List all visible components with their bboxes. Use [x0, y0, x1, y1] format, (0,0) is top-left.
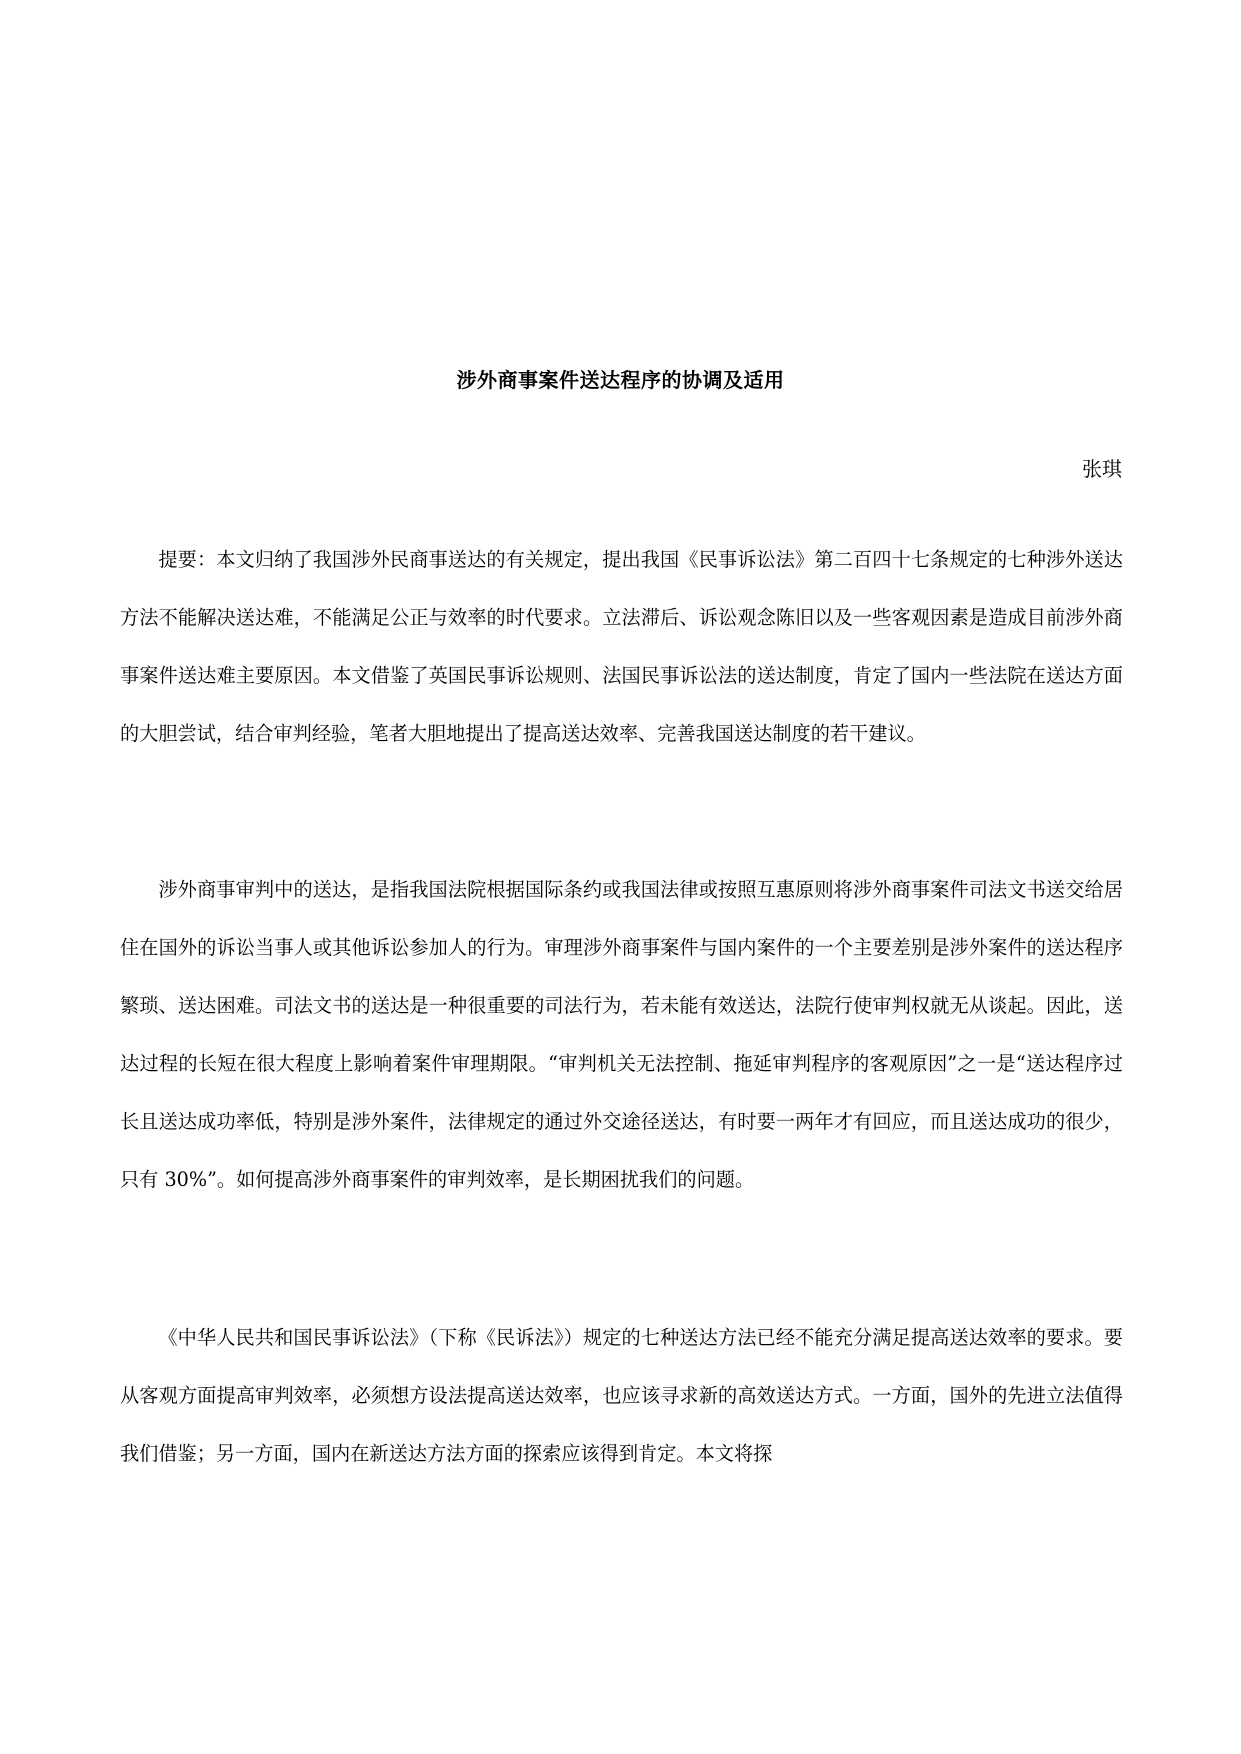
- body-paragraph-1: 涉外商事审判中的送达，是指我国法院根据国际条约或我国法律或按照互惠原则将涉外商事案件司法文书送交给居住在国外的诉讼当事人或其他诉讼参加人的行为。审理涉外商事案件与国内案件的一个主要差别是涉外案件的送达程序繁琐、送达困难。司法文书的送达是一种很重要的司法行为，若未能有效送达，法院行使审判权就无从谈起。因此，送达过程的长短在很大程度上影响着案件审理期限。“审判机关无法控制、拖延审判程序的客观原因”之一是“送达程序过长且送达成功率低，特别是涉外案件，法律规定的通过外交途径送达，有时要一两年才有回应，而且送达成功的很少，只有 30%”。如何提高涉外商事案件的审判效率，是长期困扰我们的问题。: [120, 878, 1123, 1191]
- document-title: 涉外商事案件送达程序的协调及适用: [456, 368, 785, 392]
- document-author: 张琪: [1082, 457, 1122, 481]
- abstract-paragraph: 提要：本文归纳了我国涉外民商事送达的有关规定，提出我国《民事诉讼法》第二百四十七条规定的七种涉外送达方法不能解决送达难，不能满足公正与效率的时代要求。立法滞后、诉讼观念陈旧以及一些客观因素是造成目前涉外商事案件送达难主要原因。本文借鉴了英国民事诉讼规则、法国民事诉讼法的送达制度，肯定了国内一些法院在送达方面的大胆尝试，结合审判经验，笔者大胆地提出了提高送达效率、完善我国送达制度的若干建议。: [120, 548, 1123, 745]
- body-paragraph-2: 《中华人民共和国民事诉讼法》（下称《民诉法》）规定的七种送达方法已经不能充分满足提高送达效率的要求。要从客观方面提高审判效率，必须想方设法提高送达效率，也应该寻求新的高效送达方式。一方面，国外的先进立法值得我们借鉴；另一方面，国内在新送达方法方面的探索应该得到肯定。本文将探: [120, 1326, 1123, 1465]
